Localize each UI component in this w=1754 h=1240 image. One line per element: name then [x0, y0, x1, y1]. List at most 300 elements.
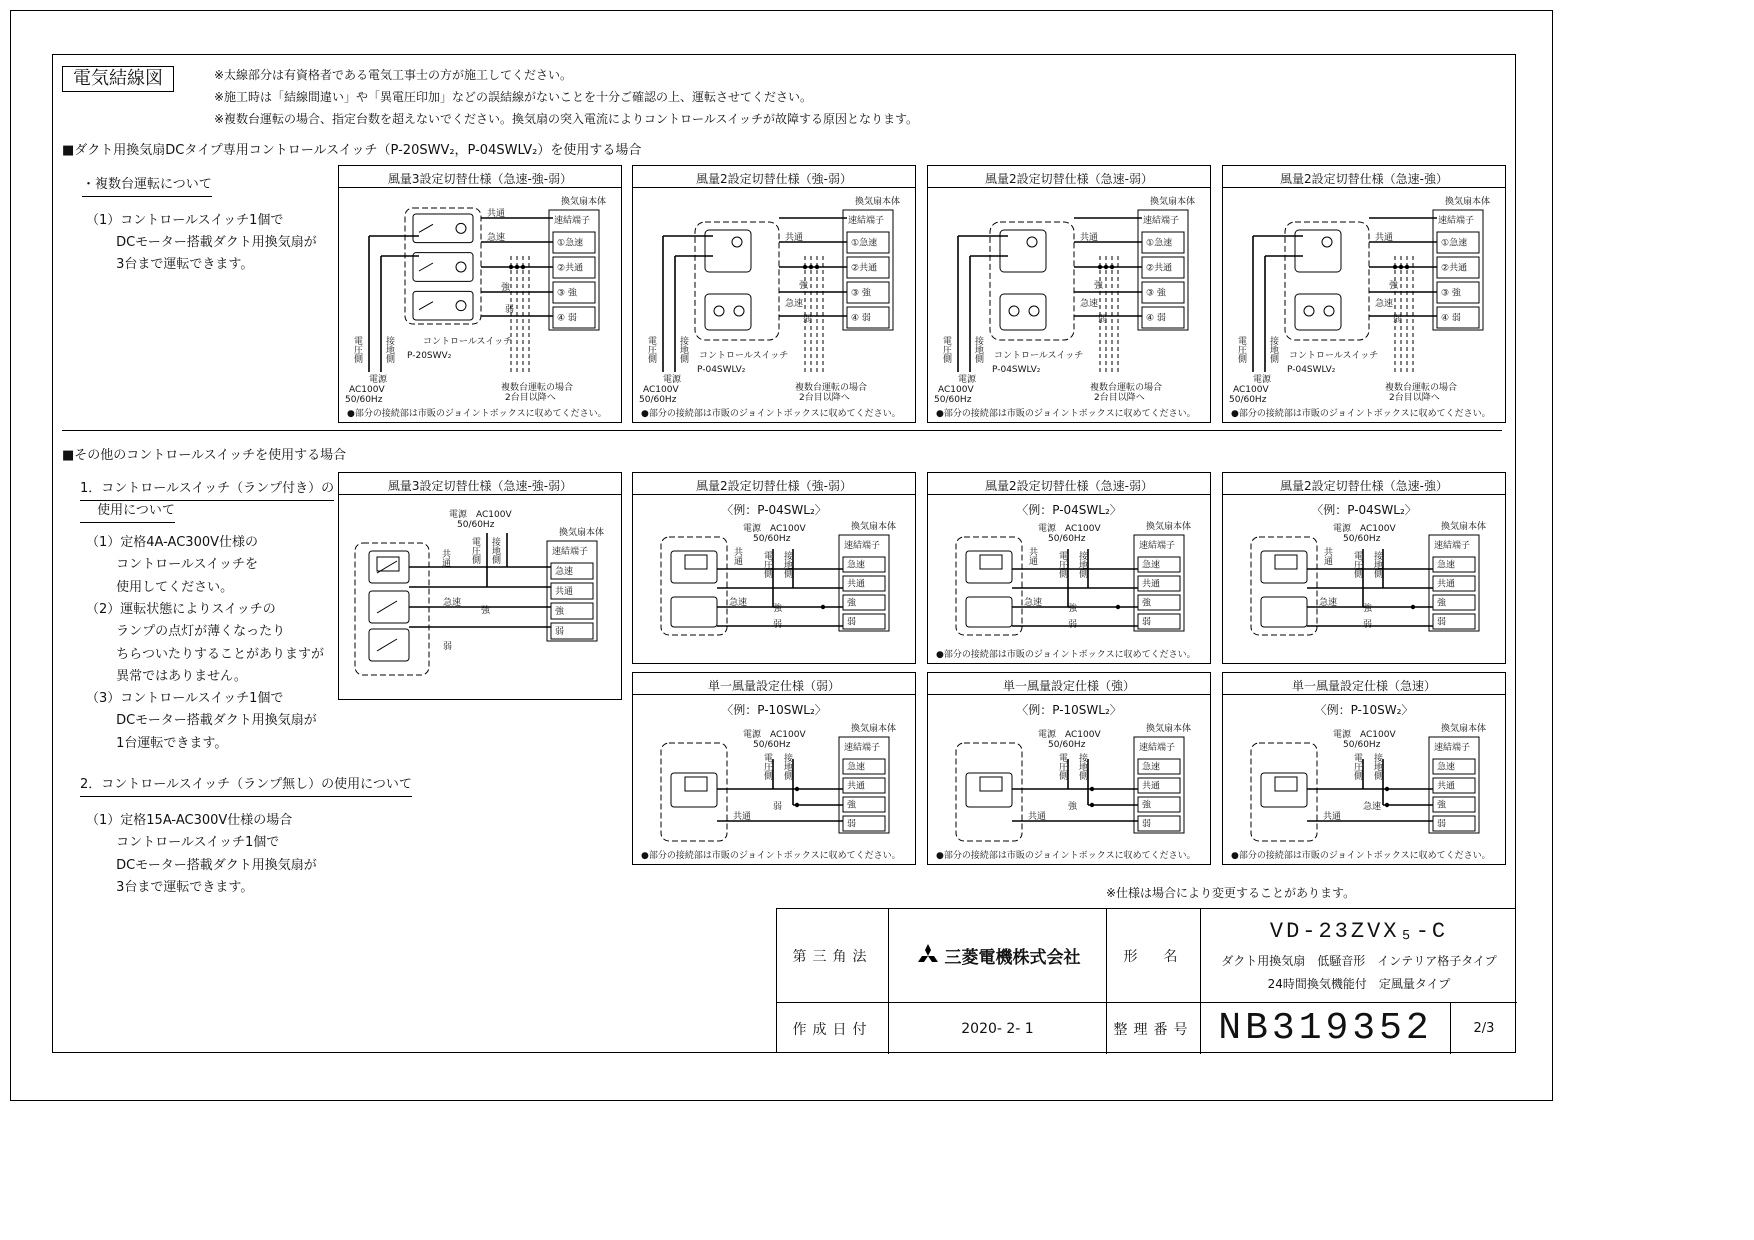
- voltage-side-label: 電圧側: [1352, 551, 1362, 578]
- ground-side-label: 接地側: [973, 336, 983, 363]
- panel-title: 単一風量設定仕様（強）: [1002, 679, 1135, 693]
- section2-sub2-text-2: コントロールスイッチ1個で: [86, 835, 280, 851]
- panel-example-model: 〈例：P-04SWL₂〉: [1311, 503, 1417, 517]
- panel-example-model: 〈例：P-10SWL₂〉: [1016, 703, 1122, 717]
- cs-label: コントロールスイッチ: [1289, 351, 1379, 361]
- model-label: 形 名: [1107, 909, 1201, 1003]
- multi-label-2: 2台目以降へ: [1094, 393, 1145, 403]
- lamp-icon: [685, 555, 707, 569]
- unit-label: 換気扇本体: [1441, 724, 1487, 734]
- power-full-label: 電源 AC100V: [743, 730, 806, 740]
- page-title: 電気結線図: [62, 66, 174, 92]
- terminal-3: 強: [1142, 800, 1152, 811]
- wiring-diagram: [1223, 166, 1507, 424]
- section2-sub1-line1: 1．コントロールスイッチ（ランプ付き）の: [80, 478, 334, 501]
- hz-label: 50/60Hz: [1048, 740, 1086, 750]
- junction-box-note: ●部分の接続部は市販のジョイントボックスに収めてください。: [641, 409, 901, 419]
- junction-dot: [809, 265, 813, 269]
- wiring-diagram: [633, 166, 917, 424]
- terminal-circle: [1324, 306, 1334, 316]
- panel-title: 単一風量設定仕様（急速）: [1291, 679, 1436, 693]
- wire-label-strong: 強: [1389, 281, 1399, 291]
- unit-label: 換気扇本体: [1445, 197, 1491, 207]
- terminal-1: ①急速: [1146, 238, 1173, 249]
- section1-subheading: ・複数台運転について: [82, 174, 212, 197]
- cs-label: コントロールスイッチ: [699, 351, 789, 361]
- terminal-label: 速結端子: [1438, 216, 1475, 226]
- terminal-3: ③ 強: [1146, 288, 1166, 299]
- ground-side-label: 接地側: [1077, 753, 1087, 780]
- junction-box-note: ●部分の接続部は市販のジョイントボックスに収めてください。: [1231, 409, 1491, 419]
- model-cell: [1201, 909, 1517, 1003]
- unit-label: 換気扇本体: [851, 522, 897, 532]
- panel-title: 風量3設定切替仕様（急速-強-弱）: [387, 479, 573, 493]
- ac-label: AC100V: [938, 385, 974, 395]
- panel-title: 風量2設定切替仕様（強-弱）: [696, 479, 852, 493]
- wire-label-common: 共通: [1375, 233, 1394, 243]
- ac-label: AC100V: [349, 385, 385, 395]
- section2-sub1-text-8: （3）コントロールスイッチ1個で: [86, 691, 284, 707]
- hz-label: 50/60Hz: [1229, 395, 1267, 405]
- panel-title: 風量2設定切替仕様（急速-弱）: [985, 479, 1153, 493]
- terminal-3: ③ 強: [557, 288, 577, 299]
- junction-dot: [803, 265, 807, 269]
- junction-dot: [815, 265, 819, 269]
- terminal-2: ②共通: [557, 263, 584, 274]
- panel-title: 風量2設定切替仕様（強-弱）: [696, 172, 852, 186]
- terminal-1: 急速: [847, 762, 866, 773]
- model-desc-1: ダクト用換気扇 低騒音形 インテリア格子タイプ: [1221, 954, 1497, 968]
- junction-dot: [821, 605, 825, 609]
- wiring-diagram: [928, 673, 1212, 866]
- terminal-4: 弱: [555, 627, 565, 637]
- model-desc-2: 24時間換気機能付 定風量タイプ: [1267, 977, 1451, 991]
- terminal-label: 速結端子: [844, 743, 881, 753]
- terminal-1: 急速: [1142, 560, 1161, 571]
- panel-top-4: [1222, 165, 1506, 423]
- wire-label-common: 共通: [1080, 233, 1099, 243]
- terminal-label: 速結端子: [1139, 541, 1176, 551]
- hz-label: 50/60Hz: [753, 534, 791, 544]
- company-cell: [889, 909, 1107, 1003]
- common-vlabel: 共通: [1027, 547, 1037, 565]
- unit-label: 換気扇本体: [559, 528, 605, 538]
- wire-label-weak: 弱: [505, 305, 515, 315]
- junction-box-note: ●部分の接続部は市販のジョイントボックスに収めてください。: [936, 851, 1196, 861]
- terminal-2: ②共通: [851, 263, 878, 274]
- voltage-side-label: 電圧側: [352, 336, 362, 363]
- terminal-2: 共通: [847, 781, 866, 792]
- date-label: 作成日付: [777, 1003, 889, 1054]
- wiring-diagram: [339, 166, 623, 424]
- terminal-3: ③ 強: [1441, 288, 1461, 299]
- junction-box-note: ●部分の接続部は市販のジョイントボックスに収めてください。: [347, 409, 607, 419]
- wire-label-speed: 強: [1068, 802, 1078, 812]
- multi-label-2: 2台目以降へ: [799, 393, 850, 403]
- section2-sub2-text-1: （1）定格15A-AC300V仕様の場合: [86, 813, 293, 828]
- number-label: 整理番号: [1107, 1003, 1201, 1054]
- terminal-circle: [1322, 237, 1332, 247]
- wire-label-strong: 強: [1363, 604, 1373, 614]
- lamp-icon: [980, 777, 1002, 791]
- switch-unit: [413, 291, 473, 320]
- terminal-4: 弱: [847, 819, 857, 830]
- switch-unit: [369, 551, 409, 583]
- unit-label: 換気扇本体: [1441, 522, 1487, 532]
- terminal-circle: [734, 306, 744, 316]
- switch-unit: [966, 597, 1012, 627]
- hz-label: 50/60Hz: [1343, 740, 1381, 750]
- section2-sub1-text-5: ランプの点灯が薄くなったり: [86, 624, 286, 640]
- section2-sub1-line2: 使用について: [80, 500, 175, 523]
- lamp-icon: [1275, 555, 1297, 569]
- lamp-icon: [685, 777, 707, 791]
- junction-box-note: ●部分の接続部は市販のジョイントボックスに収めてください。: [936, 409, 1196, 419]
- terminal-label: 速結端子: [844, 541, 881, 551]
- section2-sub1-text-10: 1台運転できます。: [86, 735, 228, 751]
- wire-label-rapid: 急速: [487, 233, 506, 243]
- wire-label-common: 共通: [487, 209, 506, 219]
- switch-unit: [413, 214, 473, 243]
- junction-box-note: ●部分の接続部は市販のジョイントボックスに収めてください。: [936, 650, 1196, 660]
- wire-label-weak: 弱: [1363, 620, 1373, 630]
- voltage-side-label: 電圧側: [1236, 336, 1246, 363]
- wire-label-common: 共通: [1323, 812, 1342, 822]
- section2-sub1-text-9: DCモーター搭載ダクト用換気扇が: [86, 713, 317, 729]
- panel-mid-3: [927, 472, 1211, 664]
- section2-sub1-text-2: コントロールスイッチを: [86, 557, 258, 573]
- wire-label-weak: 弱: [443, 642, 453, 652]
- terminal-2: ②共通: [1146, 263, 1173, 274]
- note-1: ※太線部分は有資格者である電気工事士の方が施工してください。: [214, 68, 573, 82]
- section1-heading: ■ダクト用換気扇DCタイプ専用コントロールスイッチ（P-20SWV₂，P-04SWLV₂）を使用する場合: [62, 143, 642, 158]
- terminal-2: 共通: [1142, 579, 1161, 590]
- terminal-1: ①急速: [1441, 238, 1468, 249]
- panel-mid-4: [1222, 472, 1506, 664]
- wire-label-weak: 弱: [773, 620, 783, 630]
- panel-title: 風量2設定切替仕様（急速-強）: [1280, 172, 1448, 186]
- cs-model: P-04SWLV₂: [697, 365, 746, 375]
- terminal-circle: [1029, 306, 1039, 316]
- switch-unit: [1261, 773, 1307, 807]
- terminal-circle: [456, 223, 466, 233]
- power-label: 電源: [663, 375, 682, 385]
- terminal-3: 強: [847, 800, 857, 811]
- hz-label: 50/60Hz: [753, 740, 791, 750]
- voltage-side-label: 電圧側: [762, 753, 772, 780]
- hz-label: 50/60Hz: [1343, 534, 1381, 544]
- wire-label-speed: 急速: [1363, 802, 1382, 812]
- lamp-icon: [377, 557, 399, 571]
- voltage-side-label: 電圧側: [941, 336, 951, 363]
- ground-side-label: 接地側: [1372, 551, 1382, 578]
- terminal-1: ①急速: [851, 238, 878, 249]
- wire-label-weak: 弱: [1068, 620, 1078, 630]
- wire: [377, 639, 397, 651]
- wiring-diagram: [1223, 473, 1507, 665]
- terminal-label: 速結端子: [1434, 743, 1471, 753]
- multi-label-1: 複数台運転の場合: [795, 383, 868, 393]
- panel-top-2: [632, 165, 916, 423]
- terminal-4: 弱: [847, 617, 857, 628]
- wire-label-weak: 弱: [1393, 315, 1403, 325]
- unit-label: 換気扇本体: [561, 197, 607, 207]
- terminal-2: 共通: [1437, 579, 1456, 590]
- hz-label: 50/60Hz: [457, 520, 495, 530]
- switch-unit: [1261, 597, 1307, 627]
- unit-label: 換気扇本体: [1146, 724, 1192, 734]
- junction-dot: [1385, 787, 1389, 791]
- wiring-diagram: [633, 473, 917, 665]
- terminal-4: 弱: [1437, 819, 1447, 830]
- panel-bot-2: [927, 672, 1211, 865]
- control-switch-plate: [405, 208, 481, 324]
- common-vlabel: 共通: [440, 549, 450, 567]
- section2-sub1-text-3: 使用してください。: [86, 579, 234, 595]
- wire-label-strong: 強: [1094, 281, 1104, 291]
- multi-label-1: 複数台運転の場合: [1385, 383, 1458, 393]
- ac-label: AC100V: [1233, 385, 1269, 395]
- terminal-1: ①急速: [557, 238, 584, 249]
- cs-model: P-04SWLV₂: [1287, 365, 1336, 375]
- mitsubishi-logo-icon: [915, 944, 941, 968]
- terminal-2: 共通: [1437, 781, 1456, 792]
- wire-label-strong: 強: [799, 281, 809, 291]
- switch-unit: [966, 773, 1012, 807]
- panel-mid-1: [338, 472, 622, 700]
- junction-dot: [1104, 265, 1108, 269]
- terminal-circle: [456, 301, 466, 311]
- wire: [377, 601, 397, 613]
- page-number: 2/3: [1473, 1021, 1495, 1036]
- switch-unit: [369, 591, 409, 623]
- section2-sub2-text-4: 3台まで運転できます。: [86, 879, 254, 895]
- switch-unit: [966, 551, 1012, 583]
- wire-label-strong: 強: [773, 604, 783, 614]
- voltage-side-label: 電圧側: [646, 336, 656, 363]
- ground-side-label: 接地側: [1372, 753, 1382, 780]
- wire-label-common: 共通: [1028, 812, 1047, 822]
- terminal-3: 強: [1142, 598, 1152, 609]
- terminal-3: 強: [847, 598, 857, 609]
- terminal-label: 速結端子: [1434, 541, 1471, 551]
- section1-line-2: DCモーター搭載ダクト用換気扇が: [86, 235, 317, 250]
- switch-unit: [413, 253, 473, 282]
- control-switch-plate: [990, 222, 1074, 340]
- panel-title: 風量2設定切替仕様（急速-強）: [1280, 479, 1448, 493]
- power-full-label: 電源 AC100V: [1038, 730, 1101, 740]
- junction-box-note: ●部分の接続部は市販のジョイントボックスに収めてください。: [1231, 851, 1491, 861]
- wire-label-rapid: 急速: [443, 598, 462, 608]
- section1-line-3: 3台まで運転できます。: [86, 257, 254, 272]
- panel-example-model: 〈例：P-10SW₂〉: [1314, 703, 1414, 717]
- ac-label: AC100V: [643, 385, 679, 395]
- note-2: ※施工時は「結線間違い」や「異電圧印加」などの誤結線がないことを十分ご確認の上、運転させてください。: [214, 90, 813, 104]
- wire-label-rapid: 急速: [1080, 299, 1099, 309]
- ground-side-label: 接地側: [490, 537, 500, 564]
- lamp-icon: [980, 555, 1002, 569]
- wire-label-strong: 強: [481, 606, 491, 616]
- multi-label-2: 2台目以降へ: [505, 393, 556, 403]
- ground-side-label: 接地側: [782, 551, 792, 578]
- junction-dot: [1411, 605, 1415, 609]
- panel-mid-2: [632, 472, 916, 664]
- terminal-2: 共通: [1142, 781, 1161, 792]
- wiring-diagram: [928, 473, 1212, 665]
- wire-label-weak: 弱: [1098, 315, 1108, 325]
- unit-label: 換気扇本体: [1150, 197, 1196, 207]
- power-label: 電源: [1253, 375, 1272, 385]
- switch-unit: [671, 773, 717, 807]
- wire: [419, 224, 433, 232]
- junction-dot: [1090, 787, 1094, 791]
- terminal-4: 弱: [1142, 819, 1152, 830]
- power-label: 電源: [958, 375, 977, 385]
- junction-dot: [509, 265, 513, 269]
- section-divider: [62, 430, 1502, 431]
- spec-note: ※仕様は場合により変更することがあります。: [1106, 886, 1356, 900]
- unit-label: 換気扇本体: [851, 724, 897, 734]
- wire-label-rapid: 急速: [1319, 598, 1338, 608]
- ground-side-label: 接地側: [1268, 336, 1278, 363]
- unit-label: 換気扇本体: [1146, 522, 1192, 532]
- panel-example-model: 〈例：P-10SWL₂〉: [721, 703, 827, 717]
- panel-bot-3: [1222, 672, 1506, 865]
- terminal-1: 急速: [847, 560, 866, 571]
- common-vlabel: 共通: [732, 547, 742, 565]
- wire-label-strong: 強: [1068, 604, 1078, 614]
- date-value: 2020- 2- 1: [889, 1003, 1107, 1054]
- wiring-diagram: [339, 473, 623, 701]
- cs-model: P-04SWLV₂: [992, 365, 1041, 375]
- note-3: ※複数台運転の場合、指定台数を超えないでください。換気扇の突入電流によりコントロールスイッチが故障する原因となります。: [214, 112, 919, 126]
- terminal-label: 速結端子: [552, 547, 589, 557]
- power-full-label: 電源 AC100V: [1333, 524, 1396, 534]
- terminal-1: 急速: [1142, 762, 1161, 773]
- panel-example-model: 〈例：P-04SWL₂〉: [1016, 503, 1122, 517]
- power-full-label: 電源 AC100V: [1333, 730, 1396, 740]
- terminal-circle: [1304, 306, 1314, 316]
- ground-side-label: 接地側: [678, 336, 688, 363]
- unit-label: 換気扇本体: [855, 197, 901, 207]
- terminal-4: ④ 弱: [1441, 313, 1461, 324]
- panel-top-1: [338, 165, 622, 423]
- panel-title: 単一風量設定仕様（弱）: [707, 679, 840, 693]
- power-full-label: 電源 AC100V: [449, 510, 512, 520]
- voltage-side-label: 電圧側: [1057, 551, 1067, 578]
- drawing-number: NB319352: [1201, 1003, 1451, 1054]
- switch-unit: [1261, 551, 1307, 583]
- junction-dot: [515, 265, 519, 269]
- terminal-4: ④ 弱: [557, 313, 577, 324]
- cs-label: コントロールスイッチ: [994, 351, 1084, 361]
- power-label: 電源: [369, 375, 388, 385]
- panel-title: 風量2設定切替仕様（急速-弱）: [985, 172, 1153, 186]
- wire-label-rapid: 急速: [1375, 299, 1394, 309]
- terminal-4: 弱: [1142, 617, 1152, 628]
- terminal-circle: [1009, 306, 1019, 316]
- junction-dot: [1098, 265, 1102, 269]
- wire-label-speed: 弱: [773, 802, 783, 812]
- terminal-4: ④ 弱: [851, 313, 871, 324]
- terminal-2: 共通: [847, 579, 866, 590]
- terminal-1: 急速: [1437, 762, 1456, 773]
- hz-label: 50/60Hz: [345, 395, 383, 405]
- wire-label-rapid: 急速: [785, 299, 804, 309]
- projection-label: 第三角法: [777, 909, 889, 1003]
- junction-dot: [1393, 265, 1397, 269]
- wire-label-common: 共通: [785, 233, 804, 243]
- panel-example-model: 〈例：P-04SWL₂〉: [721, 503, 827, 517]
- wiring-diagram: [1223, 673, 1507, 866]
- terminal-label: 速結端子: [848, 216, 885, 226]
- terminal-2: 共通: [555, 587, 574, 597]
- wiring-diagram: [928, 166, 1212, 424]
- terminal-circle: [1027, 237, 1037, 247]
- ground-side-label: 接地側: [384, 336, 394, 363]
- wire-label-rapid: 急速: [1024, 598, 1043, 608]
- junction-dot: [795, 787, 799, 791]
- terminal-1: 急速: [555, 567, 574, 577]
- junction-box-note: ●部分の接続部は市販のジョイントボックスに収めてください。: [641, 851, 901, 861]
- model-number: VD-23ZVX₅-C: [1269, 919, 1449, 944]
- terminal-3: 強: [555, 607, 565, 617]
- wire: [419, 302, 433, 310]
- ground-side-label: 接地側: [1077, 551, 1087, 578]
- control-switch-plate: [355, 543, 429, 675]
- switch-unit: [369, 629, 409, 661]
- section2-sub1-text-6: ちらついたりすることがありますが: [86, 646, 325, 662]
- voltage-side-label: 電圧側: [762, 551, 772, 578]
- wire-label-common: 共通: [733, 812, 752, 822]
- cs-model: P-20SWV₂: [407, 351, 452, 361]
- terminal-4: 弱: [1437, 617, 1447, 628]
- terminal-label: 速結端子: [554, 216, 591, 226]
- wire-label-weak: 弱: [803, 315, 813, 325]
- section2-sub1-text-7: 異常ではありません。: [86, 668, 247, 684]
- wire-label-strong: 強: [501, 283, 511, 293]
- section2-sub1-text-1: （1）定格4A-AC300V仕様の: [86, 535, 259, 550]
- junction-dot: [1399, 265, 1403, 269]
- terminal-circle: [714, 306, 724, 316]
- terminal-1: 急速: [1437, 560, 1456, 571]
- terminal-2: ②共通: [1441, 263, 1468, 274]
- terminal-circle: [732, 237, 742, 247]
- panel-top-3: [927, 165, 1211, 423]
- multi-label-1: 複数台運転の場合: [1090, 383, 1163, 393]
- switch-unit: [671, 551, 717, 583]
- ground-side-label: 接地側: [782, 753, 792, 780]
- section2-sub1-text-4: （2）運転状態によりスイッチの: [86, 601, 276, 617]
- voltage-side-label: 電圧側: [1352, 753, 1362, 780]
- terminal-3: 強: [1437, 800, 1447, 811]
- junction-dot: [1405, 265, 1409, 269]
- section2-sub2: 2．コントロールスイッチ（ランプ無し）の使用について: [80, 774, 412, 797]
- panel-title: 風量3設定切替仕様（急速-強-弱）: [387, 172, 573, 186]
- wire-label-rapid: 急速: [729, 598, 748, 608]
- section2-sub2-text-3: DCモーター搭載ダクト用換気扇が: [86, 857, 317, 873]
- terminal-4: ④ 弱: [1146, 313, 1166, 324]
- section2-heading: ■その他のコントロールスイッチを使用する場合: [62, 448, 347, 463]
- multi-label-2: 2台目以降へ: [1389, 393, 1440, 403]
- terminal-label: 速結端子: [1139, 743, 1176, 753]
- voltage-side-label: 電圧側: [1057, 753, 1067, 780]
- control-switch-plate: [695, 222, 779, 340]
- hz-label: 50/60Hz: [639, 395, 677, 405]
- wire: [419, 263, 433, 271]
- terminal-3: ③ 強: [851, 288, 871, 299]
- terminal-3: 強: [1437, 598, 1447, 609]
